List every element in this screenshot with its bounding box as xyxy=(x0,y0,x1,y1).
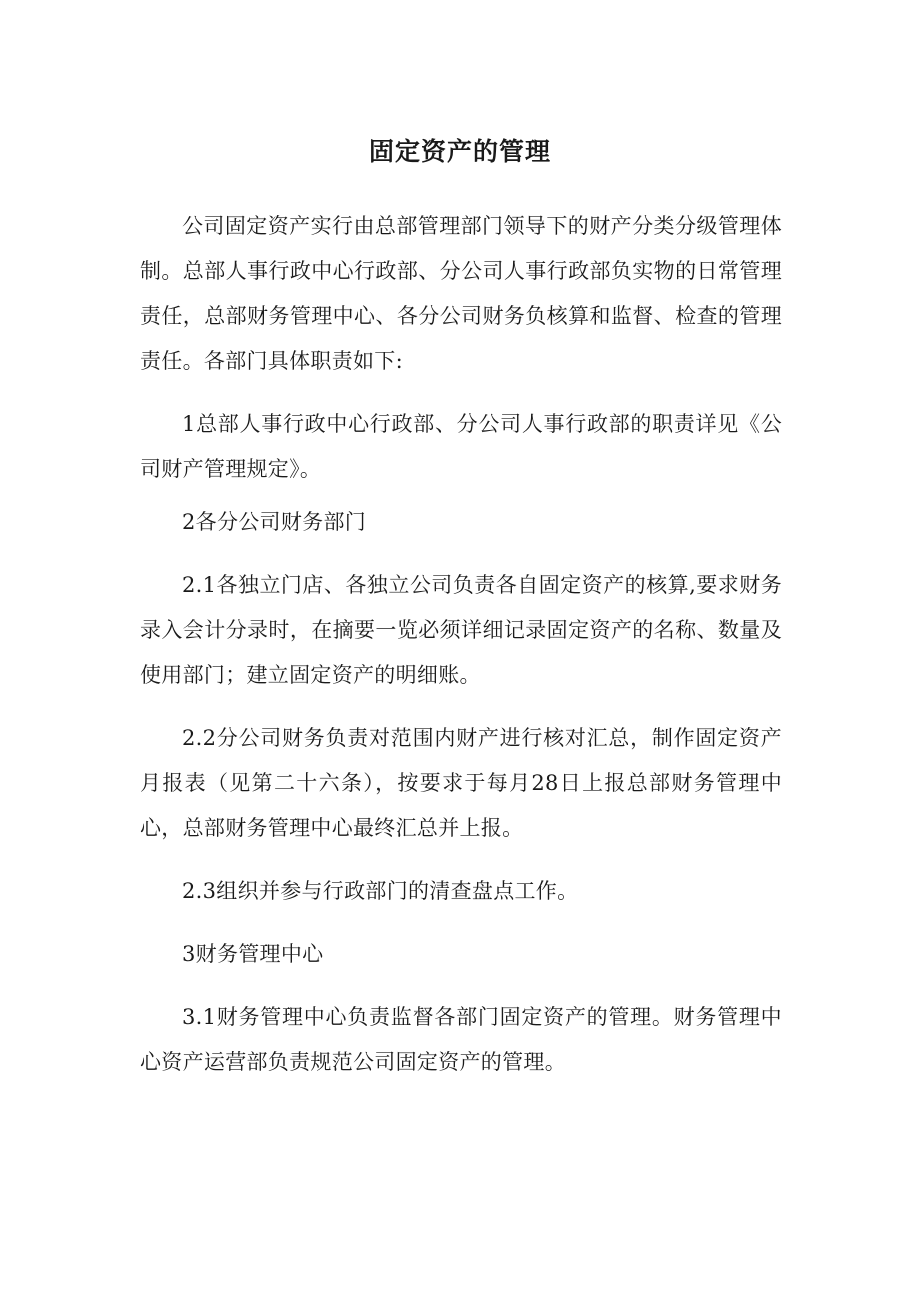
paragraph-section-3-heading: 3财务管理中心 xyxy=(182,942,324,966)
paragraph-section-2-2: 2.2分公司财务负责对范围内财产进行核对汇总，制作固定资产月报表（见第二十六条），按要求于每月28日上报总部财务管理中心，总部财务管理中心最终汇总并上报。 xyxy=(140,726,782,840)
paragraph-section-2-3: 2.3组织并参与行政部门的清查盘点工作。 xyxy=(182,879,579,903)
paragraph-section-3-1: 3.1财务管理中心负责监督各部门固定资产的管理。财务管理中心资产运营部负责规范公司固定资产的管理。 xyxy=(140,1005,782,1074)
paragraph-section-1: 1总部人事行政中心行政部、分公司人事行政部的职责详见《公司财产管理规定》。 xyxy=(140,412,782,481)
paragraph-intro: 公司固定资产实行由总部管理部门领导下的财产分类分级管理体制。总部人事行政中心行政部、分公司人事行政部负实物的日常管理责任，总部财务管理中心、各分公司财务负核算和监督、检查的管理责任。各部门具体职责如下: xyxy=(140,214,782,373)
paragraph-section-2-1: 2.1各独立门店、各独立公司负责各自固定资产的核算,要求财务录入会计分录时，在摘要一览必须详细记录固定资产的名称、数量及使用部门；建立固定资产的明细账。 xyxy=(140,573,782,687)
document-body xyxy=(140,204,782,1085)
paragraph-section-2-heading: 2各分公司财务部门 xyxy=(182,510,367,534)
document-title: 固定资产的管理 xyxy=(368,137,551,166)
